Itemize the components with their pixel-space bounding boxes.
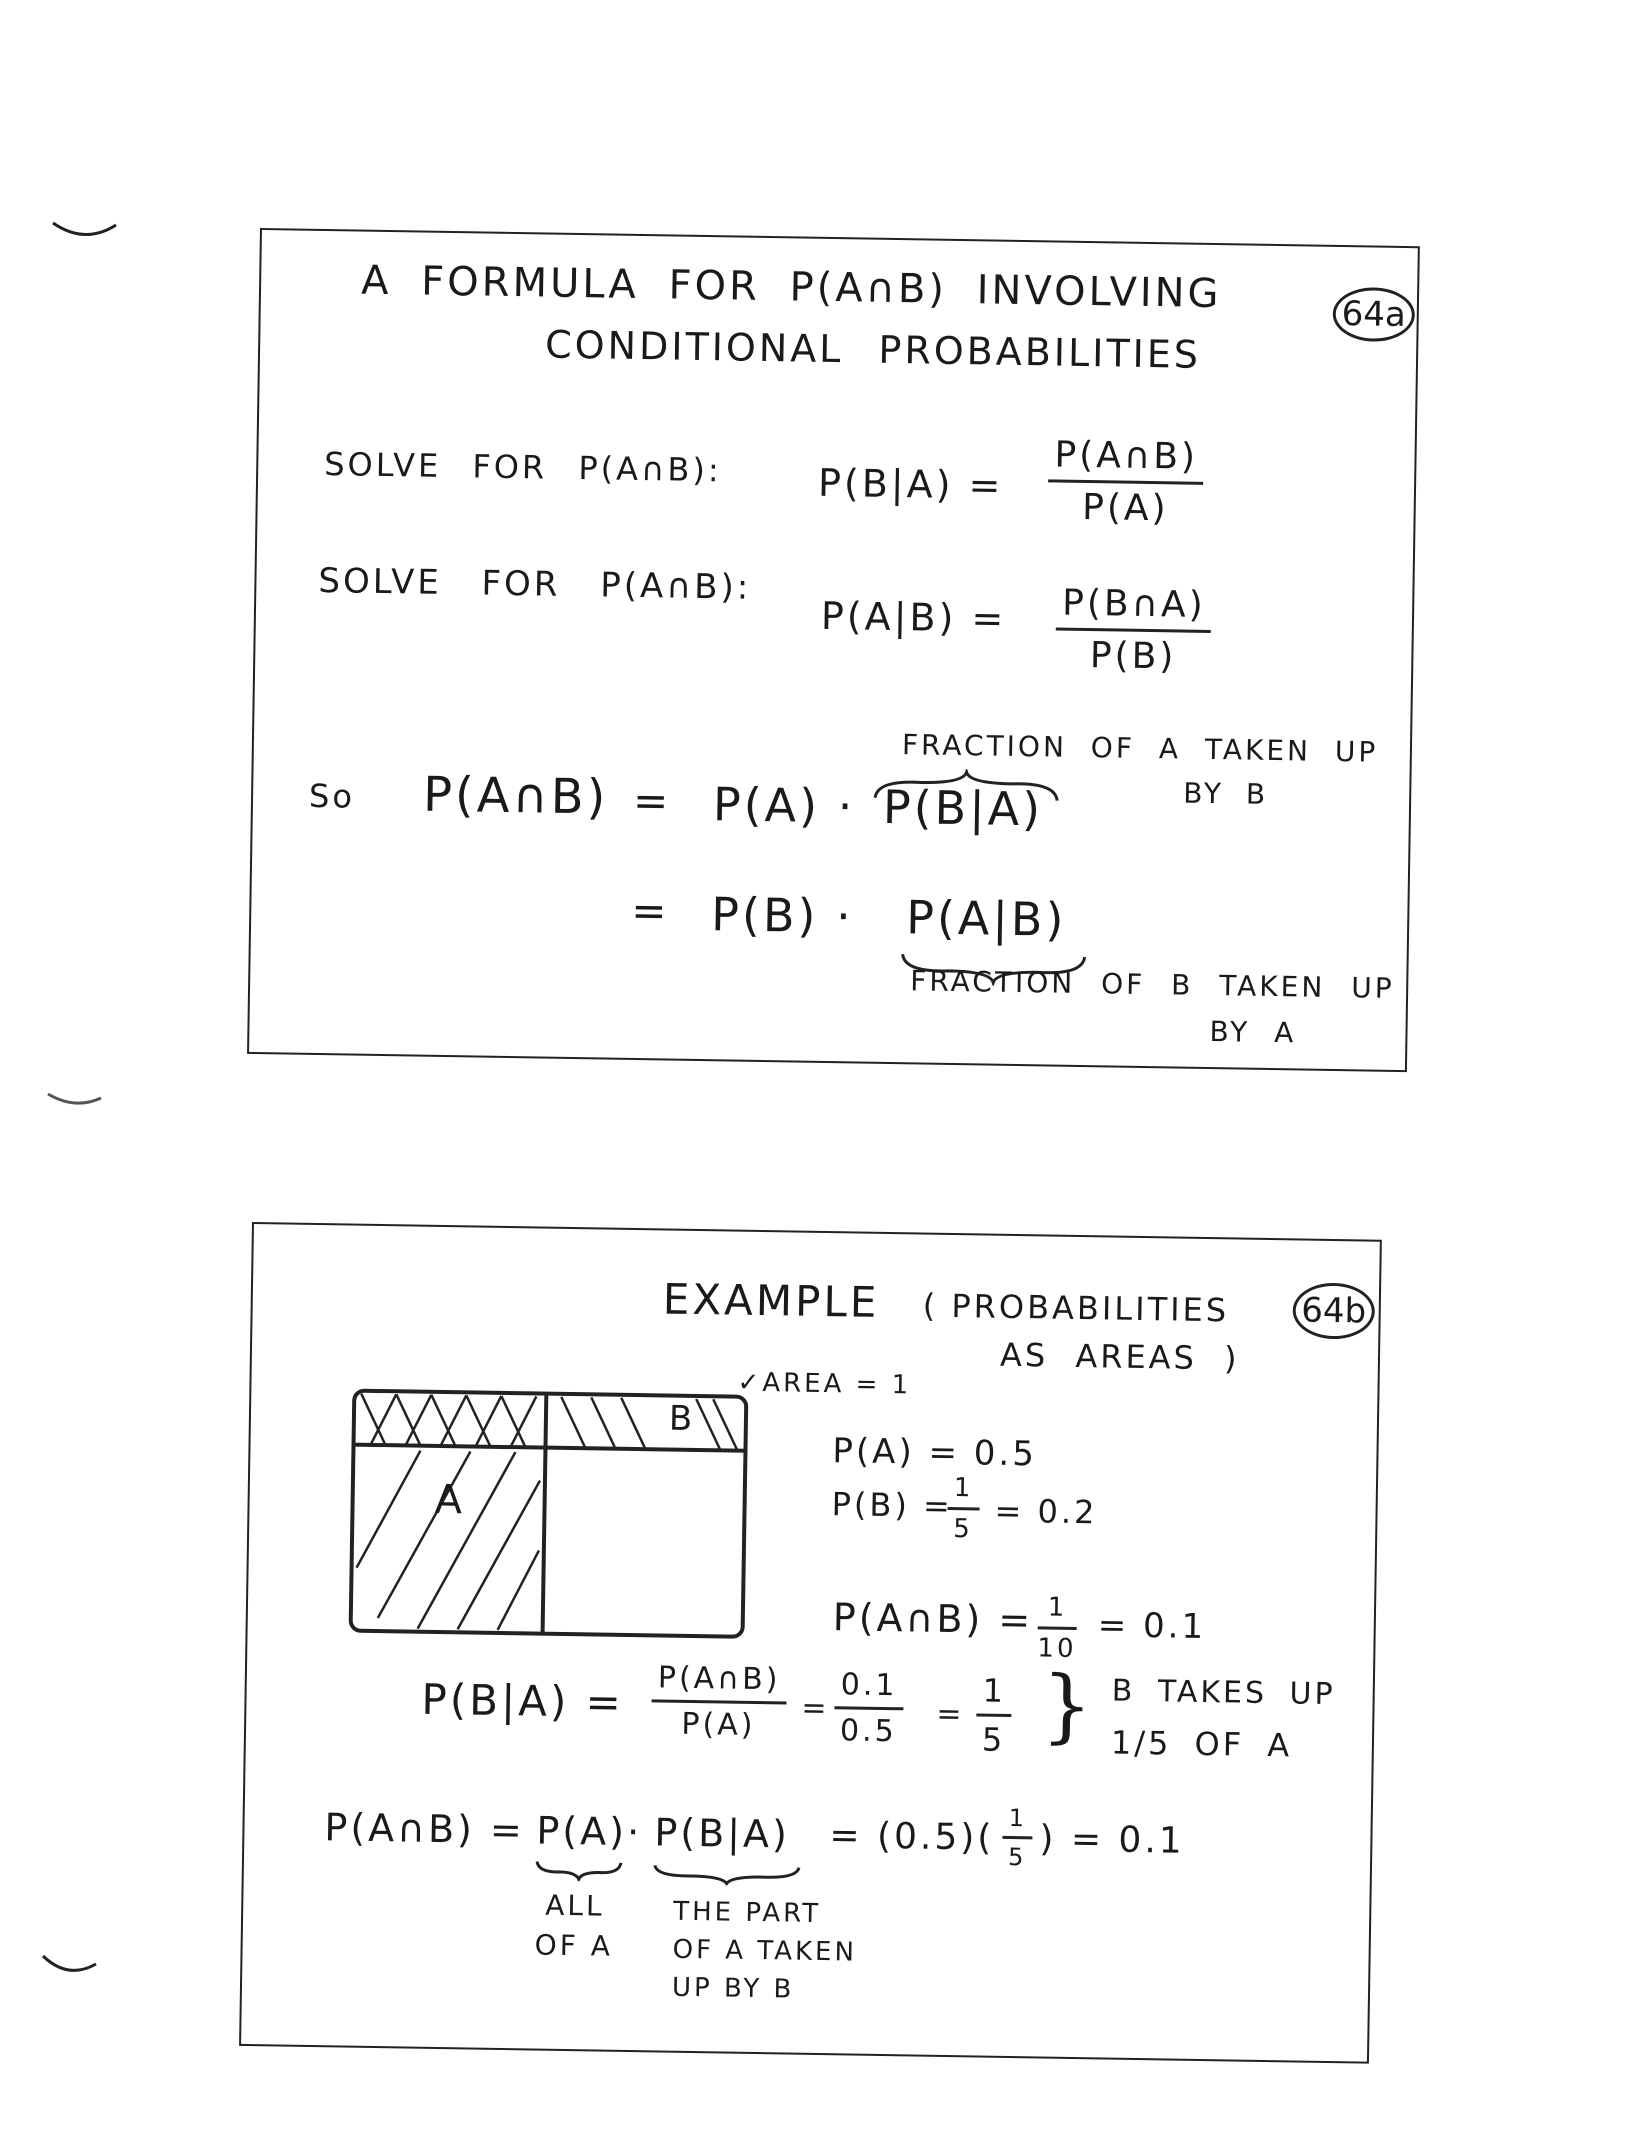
margin-mark-top <box>50 215 120 245</box>
frac-denominator: 5 <box>1007 1842 1027 1872</box>
card-title-line1: A FORMULA FOR P(A∩B) INVOLVING <box>360 257 1222 318</box>
cond-formula-lhs-2: P(A|B) = <box>820 593 1007 641</box>
frac-denominator: 10 <box>1037 1633 1077 1665</box>
final-lhs: P(A∩B) = <box>324 1805 526 1853</box>
cond-formula-frac-1 <box>1047 434 1204 529</box>
brace-icon: } <box>1040 1658 1097 1753</box>
prob-b-rhs: = 0.2 <box>994 1491 1098 1532</box>
prob-ab-frac <box>1037 1592 1077 1664</box>
solve-label-1: SOLVE FOR P(A∩B): <box>324 445 722 490</box>
equation-1-lhs: P(A∩B) <box>422 766 609 826</box>
cond-formula-frac-2 <box>1055 583 1212 678</box>
frac-denominator: 0.5 <box>839 1713 898 1750</box>
card-64a <box>247 228 1420 1072</box>
prob-ab-rhs: = 0.1 <box>1097 1605 1207 1648</box>
frac-numerator: P(B∩A) <box>1056 583 1212 633</box>
cond-equals-2: = <box>936 1696 965 1733</box>
margin-mark-bottom <box>40 1950 100 1980</box>
region-a-label: A <box>434 1476 466 1524</box>
frac-numerator: 1 <box>976 1671 1012 1717</box>
cond-equals-1: = <box>801 1690 830 1727</box>
margin-mark-middle <box>45 1090 105 1112</box>
example-paren-line2: AS AREAS ) <box>999 1335 1240 1378</box>
frac-numerator: 0.1 <box>834 1667 903 1710</box>
final-factor-1: P(A)· <box>536 1808 643 1855</box>
underbrace-icon <box>652 1862 802 1886</box>
frac-denominator: P(B) <box>1089 635 1177 678</box>
annotation-b-line2: BY A <box>1209 1015 1297 1050</box>
cond-frac-3 <box>976 1671 1013 1759</box>
solve-label-2: SOLVE FOR P(A∩B): <box>318 560 752 608</box>
region-b-label: B <box>668 1398 696 1439</box>
equation-2-factor-1: P(B) · <box>710 887 855 944</box>
prob-b-lhs: P(B) = <box>831 1485 954 1526</box>
under-label-2-line3: UP BY B <box>671 1972 795 2005</box>
example-title: EXAMPLE <box>662 1274 880 1327</box>
equation-1-equals: = <box>632 775 672 826</box>
so-word: So <box>308 776 356 816</box>
frac-denominator: 5 <box>953 1514 974 1545</box>
frac-numerator: 1 <box>1002 1804 1033 1839</box>
frac-numerator: P(A∩B) <box>1048 434 1204 484</box>
frac-numerator: 1 <box>1038 1592 1078 1630</box>
prob-ab-lhs: P(A∩B) = <box>832 1595 1034 1643</box>
frac-numerator: 1 <box>948 1473 980 1510</box>
under-label-2-line1: THE PART <box>672 1896 822 1930</box>
annotation-a-line2: BY B <box>1182 776 1269 811</box>
equation-2-equals: = <box>630 885 670 936</box>
frac-denominator: P(A) <box>681 1706 756 1743</box>
final-rhs-2: ) = 0.1 <box>1039 1818 1186 1862</box>
equation-1-factor-2: P(B|A) <box>882 779 1044 837</box>
area-note: ✓AREA = 1 <box>737 1367 912 1401</box>
cond-formula-lhs-1: P(B|A) = <box>817 460 1004 508</box>
card-badge: 64b <box>1292 1282 1375 1339</box>
cond-lhs: P(B|A) = <box>421 1674 625 1727</box>
underbrace-icon <box>534 1859 624 1882</box>
card-badge: 64a <box>1332 287 1415 342</box>
under-label-1-line1: ALL <box>545 1888 605 1923</box>
cond-frac-2 <box>834 1667 904 1749</box>
note-line2: 1/5 OF A <box>1110 1723 1293 1765</box>
frac-denominator: 5 <box>981 1720 1006 1759</box>
prob-a: P(A) = 0.5 <box>832 1431 1038 1475</box>
note-line1: B TAKES UP <box>1111 1673 1336 1713</box>
card-title-line2: CONDITIONAL PROBABILITIES <box>544 322 1202 377</box>
annotation-a-line1: FRACTION OF A TAKEN UP <box>901 728 1379 769</box>
frac-numerator: P(A∩B) <box>652 1660 787 1704</box>
frac-denominator: P(A) <box>1081 486 1169 530</box>
final-rhs-1: = (0.5)( <box>829 1815 995 1859</box>
equation-2-factor-2: P(A|B) <box>905 890 1067 947</box>
equation-1-factor-1: P(A) · <box>712 777 856 834</box>
cond-frac-1 <box>651 1660 787 1743</box>
example-paren-line1: ( PROBABILITIES <box>922 1286 1230 1330</box>
prob-b-frac <box>947 1473 980 1544</box>
final-frac <box>1002 1804 1033 1871</box>
card-64b <box>239 1222 1382 2064</box>
under-label-1-line2: OF A <box>534 1928 614 1963</box>
annotation-b-line1: FRACTION OF B TAKEN UP <box>909 964 1395 1005</box>
under-label-2-line2: OF A TAKEN <box>672 1934 858 1968</box>
final-factor-2: P(B|A) <box>654 1810 791 1857</box>
